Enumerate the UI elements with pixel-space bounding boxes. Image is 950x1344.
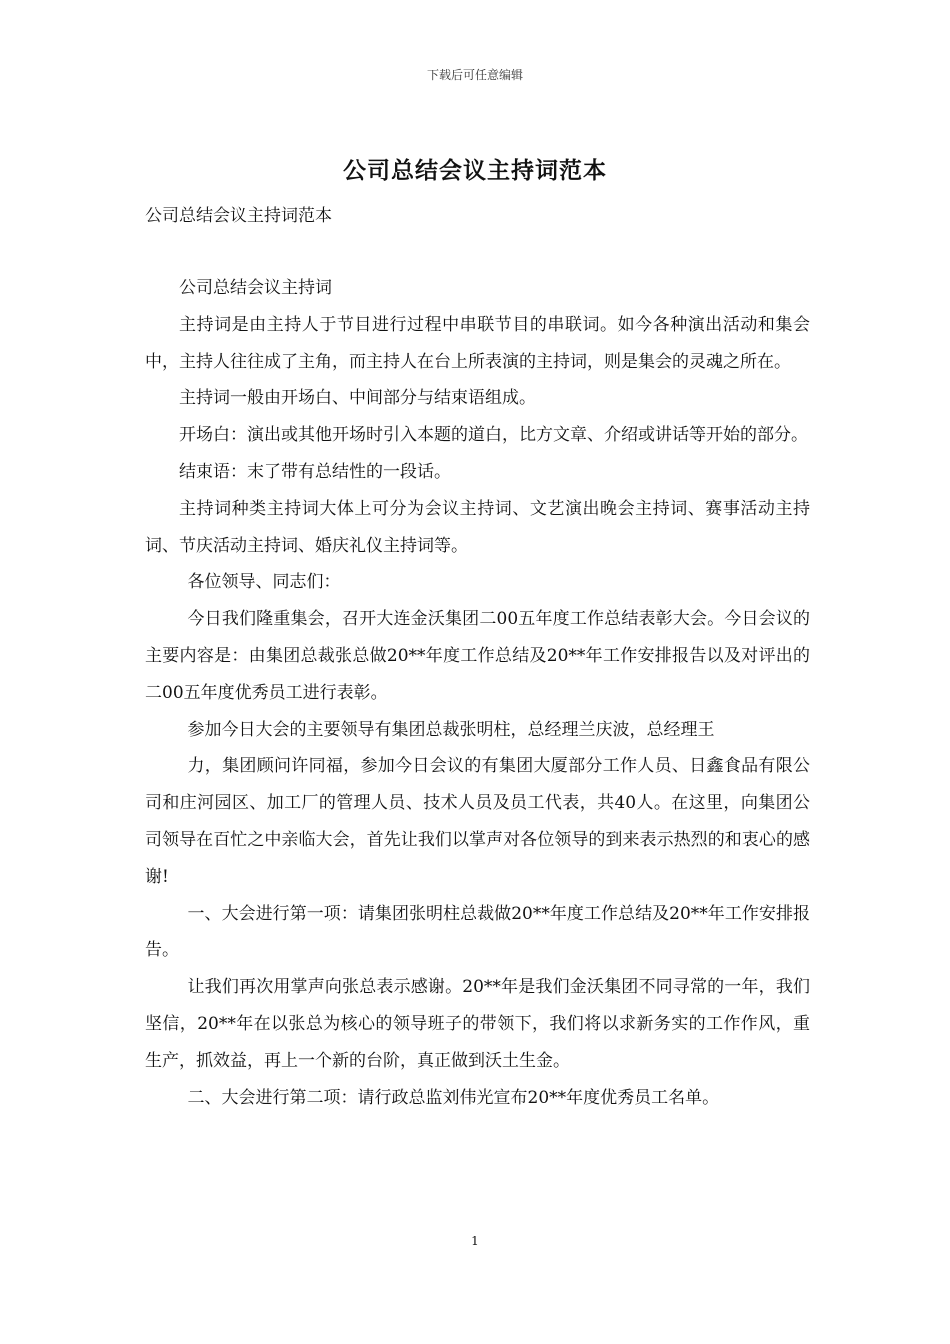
paragraph: 今日我们隆重集会，召开大连金沃集团二00五年度工作总结表彰大会。今日会议的主要内容是：由集团总裁张总做20**年度工作总结及20**年工作安排报告以及对评出的二00五年度优秀员工进行表彰。	[145, 609, 810, 703]
document-body	[145, 270, 810, 1116]
paragraph: 主持词种类主持词大体上可分为会议主持词、文艺演出晚会主持词、赛事活动主持词、节庆活动主持词、婚庆礼仪主持词等。	[145, 498, 810, 556]
paragraph: 结束语：末了带有总结性的一段话。	[179, 461, 451, 482]
paragraph: 力，集团顾问许同福，参加今日会议的有集团大厦部分工作人员、日鑫食品有限公司和庄河园区、加工厂的管理人员、技术人员及员工代表，共40人。在这里，向集团公司领导在百忙之中亲临大会，首先让我们以掌声对各位领导的到来表示热烈的和衷心的感谢!	[145, 756, 810, 887]
paragraph: 主持词一般由开场白、中间部分与结束语组成。	[179, 388, 536, 409]
paragraph: 参加今日大会的主要领导有集团总裁张明柱，总经理兰庆波，总经理王	[187, 719, 715, 740]
paragraph: 二、大会进行第二项：请行政总监刘伟光宣布20**年度优秀员工名单。	[187, 1087, 720, 1108]
paragraph: 各位领导、同志们：	[187, 572, 341, 593]
paragraph: 公司总结会议主持词	[179, 278, 332, 298]
paragraph: 开场白：演出或其他开场时引入本题的道白，比方文章、介绍或讲话等开始的部分。	[179, 425, 808, 446]
page-header-note: 下载后可任意编辑	[426, 68, 523, 82]
paragraph: 一、大会进行第一项：请集团张明柱总裁做20**年度工作总结及20**年工作安排报告。	[145, 903, 810, 961]
document-title: 公司总结会议主持词范本	[343, 157, 607, 184]
paragraph: 让我们再次用掌声向张总表示感谢。20**年是我们金沃集团不同寻常的一年，我们坚信，20**年在以张总为核心的领导班子的带领下，我们将以求新务实的工作作风，重生产，抓效益，再上一个新的台阶，真正做到沃土生金。	[145, 977, 810, 1071]
page-number: 1	[471, 1234, 479, 1248]
paragraph: 主持词是由主持人于节目进行过程中串联节目的串联词。如今各种演出活动和集会中，主持人往往成了主角，而主持人在台上所表演的主持词，则是集会的灵魂之所在。	[145, 314, 810, 372]
document-subtitle: 公司总结会议主持词范本	[145, 206, 332, 226]
